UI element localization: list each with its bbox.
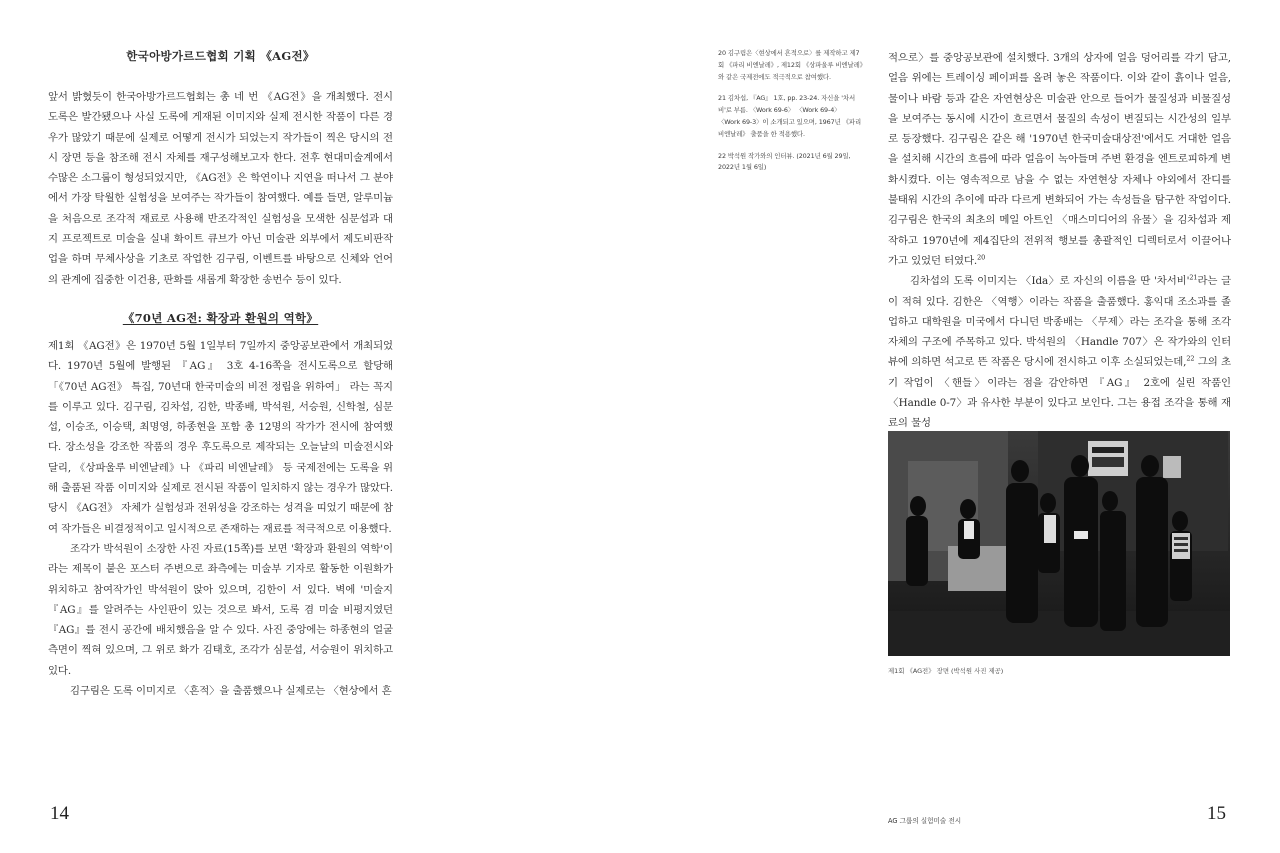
body-text: 적으로〉를 중앙공보관에 설치했다. 3개의 상자에 얼음 덩어리를 각기 담고, 얼음 위에는 트레이싱 페이퍼를 올려 놓은 작품이다. 이와 같이 흙이나 얼음, 물이나 바람 등과 같은 자연현상은 미술관 안으로 들어가 물질성과 비물질성을 보여주는 동시에 시간이 흐르면서 물질의 속성이 변질되는 시간성의 일부로 등장했다. 김구림은 같은 해 '1970년 한국미술대상전'에서도 거대한 얼음을 설치해 시간의 흐름에 따라 얼음이 녹아들며 주변 환경을 엔트로피하게 변화시켰다. 이는 영속적으로 남을 수 없는 자연현상 자체나 야외에서 잔디를 불태워 시간의 추이에 따라 다르게 변화되어 가는 속성들을 탐구한 작업이다. 김구림은 한국의 최초의 메일 아트인 〈매스미디어의 유물〉을 김차섭과 제작하고 1970년에 제4집단의 전위적 행보를 총괄적인 디렉터로서 이끌어나가고 있었던 터였다. (888, 52, 1231, 267)
intro-paragraph: 앞서 밝혔듯이 한국아방가르드협회는 총 네 번 《AG전》을 개최했다. 전시 도록은 발간됐으나 사실 도록에 게재된 이미지와 실제 전시한 작품이 다른 경우가 많았기 때문에 실제로 어떻게 전시가 되었는지 작가들이 찍은 당시의 전시 장면 등을 참조해 전시 자체를 재구성해보고자 한다. 전후 현대미술계에서 수많은 소그룹이 형성되었지만, 《AG전》은 학연이나 지연을 떠나서 그 분야에서 가장 탁월한 실험성을 보여주는 작가들이 참여했다. 예를 들면, 알루미늄을 처음으로 조각적 재료로 사용해 반조각적인 실험성을 모색한 심문섭과 대지 프로젝트로 미술을 실내 화이트 큐브가 아닌 미술관 외부에서 제도비판작업을 하며 무체사상을 기초로 작업한 김구림, 이벤트를 바탕으로 신체와 언어의 관계에 집중한 이건용, 판화를 새롭게 확장한 송번수 등이 있다. (48, 91, 393, 286)
body-text: 김차섭의 도록 이미지는 〈Ida〉로 자신의 이름을 딴 '차서비' (910, 275, 1190, 288)
right-text-column (888, 48, 1231, 434)
exhibition-photo (888, 431, 1230, 656)
footnote: 21 김차섭, 『AG』 1호, pp. 23-24. 자신을 '차서비'로 부름. 〈Work 69-6〉 〈Work 69-4〉 〈Work 69-3〉이 소개되고 있으며, 1967년 《파리 비엔날레》 출품을 한 적용했다. (718, 94, 862, 138)
photo-caption: 제1회 《AG전》 장면 (박석원 사진 제공) (888, 667, 1004, 675)
body-paragraph (888, 271, 1231, 433)
footnote-ref[interactable]: 22 (1186, 354, 1195, 363)
running-footer: AG 그룹의 실험미술 전시 (888, 817, 962, 825)
section-title: 한국아방가르드협회 기획 《AG전》 (126, 49, 315, 63)
body-paragraph: 제1회 《AG전》은 1970년 5월 1일부터 7일까지 중앙공보관에서 개최되었다. 1970년 5월에 발행된 『AG』 3호 4-16쪽을 전시도록으로 할당해 「《70년 AG전》 특집, 70년대 한국미술의 비전 정립을 위하여」 라는 꼭지를 이루고 있다. 김구림, 김차섭, 김한, 박종배, 박석원, 서승원, 신학철, 심문섭, 이승조, 이승택, 최명영, 하종현을 포함 총 12명의 작가가 전시에 참여했다. 장소성을 강조한 작품의 경우 후도록으로 제작되는 오늘날의 미술전시와 달리, 《상파울루 비엔날레》나 《파리 비엔날레》 등 국제전에는 도록을 위해 출품된 작품 이미지와 실제로 전시된 작품이 일치하지 않는 경우가 많았다. 당시 《AG전》 자체가 실험성과 전위성을 강조하는 성격을 띠었기 때문에 참여 작가들은 비결정적이고 일시적으로 존재하는 재료를 적극적으로 이용했다. (48, 339, 393, 535)
left-text-column (48, 48, 393, 701)
footnotes-column (718, 48, 864, 184)
body-text: 라는 글이 적혀 있다. 김한은 〈역행〉이라는 작품을 출품했다. 홍익대 조소과를 졸업하고 대학원을 미국에서 다니던 박종배는 〈무제〉라는 조각을 통해 조각 자체의 구조에 주목하고 있다. 박석원의 〈Handle 707〉은 작가와의 인터뷰에 의하면 석고로 뜬 작품은 당시에 전시하고 이후 소실되었는데, (888, 275, 1232, 369)
page-number-left: 14 (50, 803, 69, 824)
body-paragraph: 조각가 박석원이 소장한 사진 자료(15쪽)를 보면 '확장과 환원의 역학'이라는 제목이 붙은 포스터 주변으로 좌측에는 미술부 기자로 활동한 이원화가 위치하고 참여작가인 박석원이 앉아 있으며, 김한이 서 있다. 벽에 '미술지 『AG』를 알려주는 사인판이 있는 것으로 봐서, 도록 겸 미술 비평지였던 『AG』를 전시 공간에 배치했음을 알 수 있다. 사진 중앙에는 하종현의 얼굴 측면이 찍혀 있으며, 그 위로 화가 김태호, 조각가 심문섭, 서승원이 위치하고 있다. (48, 542, 393, 677)
footnote-ref[interactable]: 21 (1189, 273, 1198, 282)
body-paragraph (888, 48, 1231, 271)
body-text: 그의 초기 작업이 〈핸들〉이라는 점을 감안하면 『AG』 2호에 실린 작품인 〈Handle 0-7〉과 유사한 부분이 있다고 보인다. 그는 용접 조각을 통해 재료의 물성 (888, 356, 1231, 430)
exhibition-photo-image (888, 431, 1230, 656)
footnote: 22 박석원 작가와의 인터뷰. (2021년 6월 29일, 2022년 1월 6일) (718, 151, 851, 172)
page-number-right: 15 (1207, 803, 1226, 824)
subsection-title: 《70년 AG전: 확장과 환원의 역학》 (122, 310, 319, 325)
footnote-ref[interactable]: 20 (977, 253, 986, 262)
footnote: 20 김구림은〈현상에서 흔적으로〉를 제작하고 제7회 《파리 비엔날레》, 제12회 《상파울루 비엔날레》와 같은 국제전에도 적극적으로 참여했다. (718, 49, 863, 81)
body-paragraph: 김구림은 도록 이미지로 〈흔적〉을 출품했으나 실제로는 〈현상에서 흔 (70, 685, 392, 698)
